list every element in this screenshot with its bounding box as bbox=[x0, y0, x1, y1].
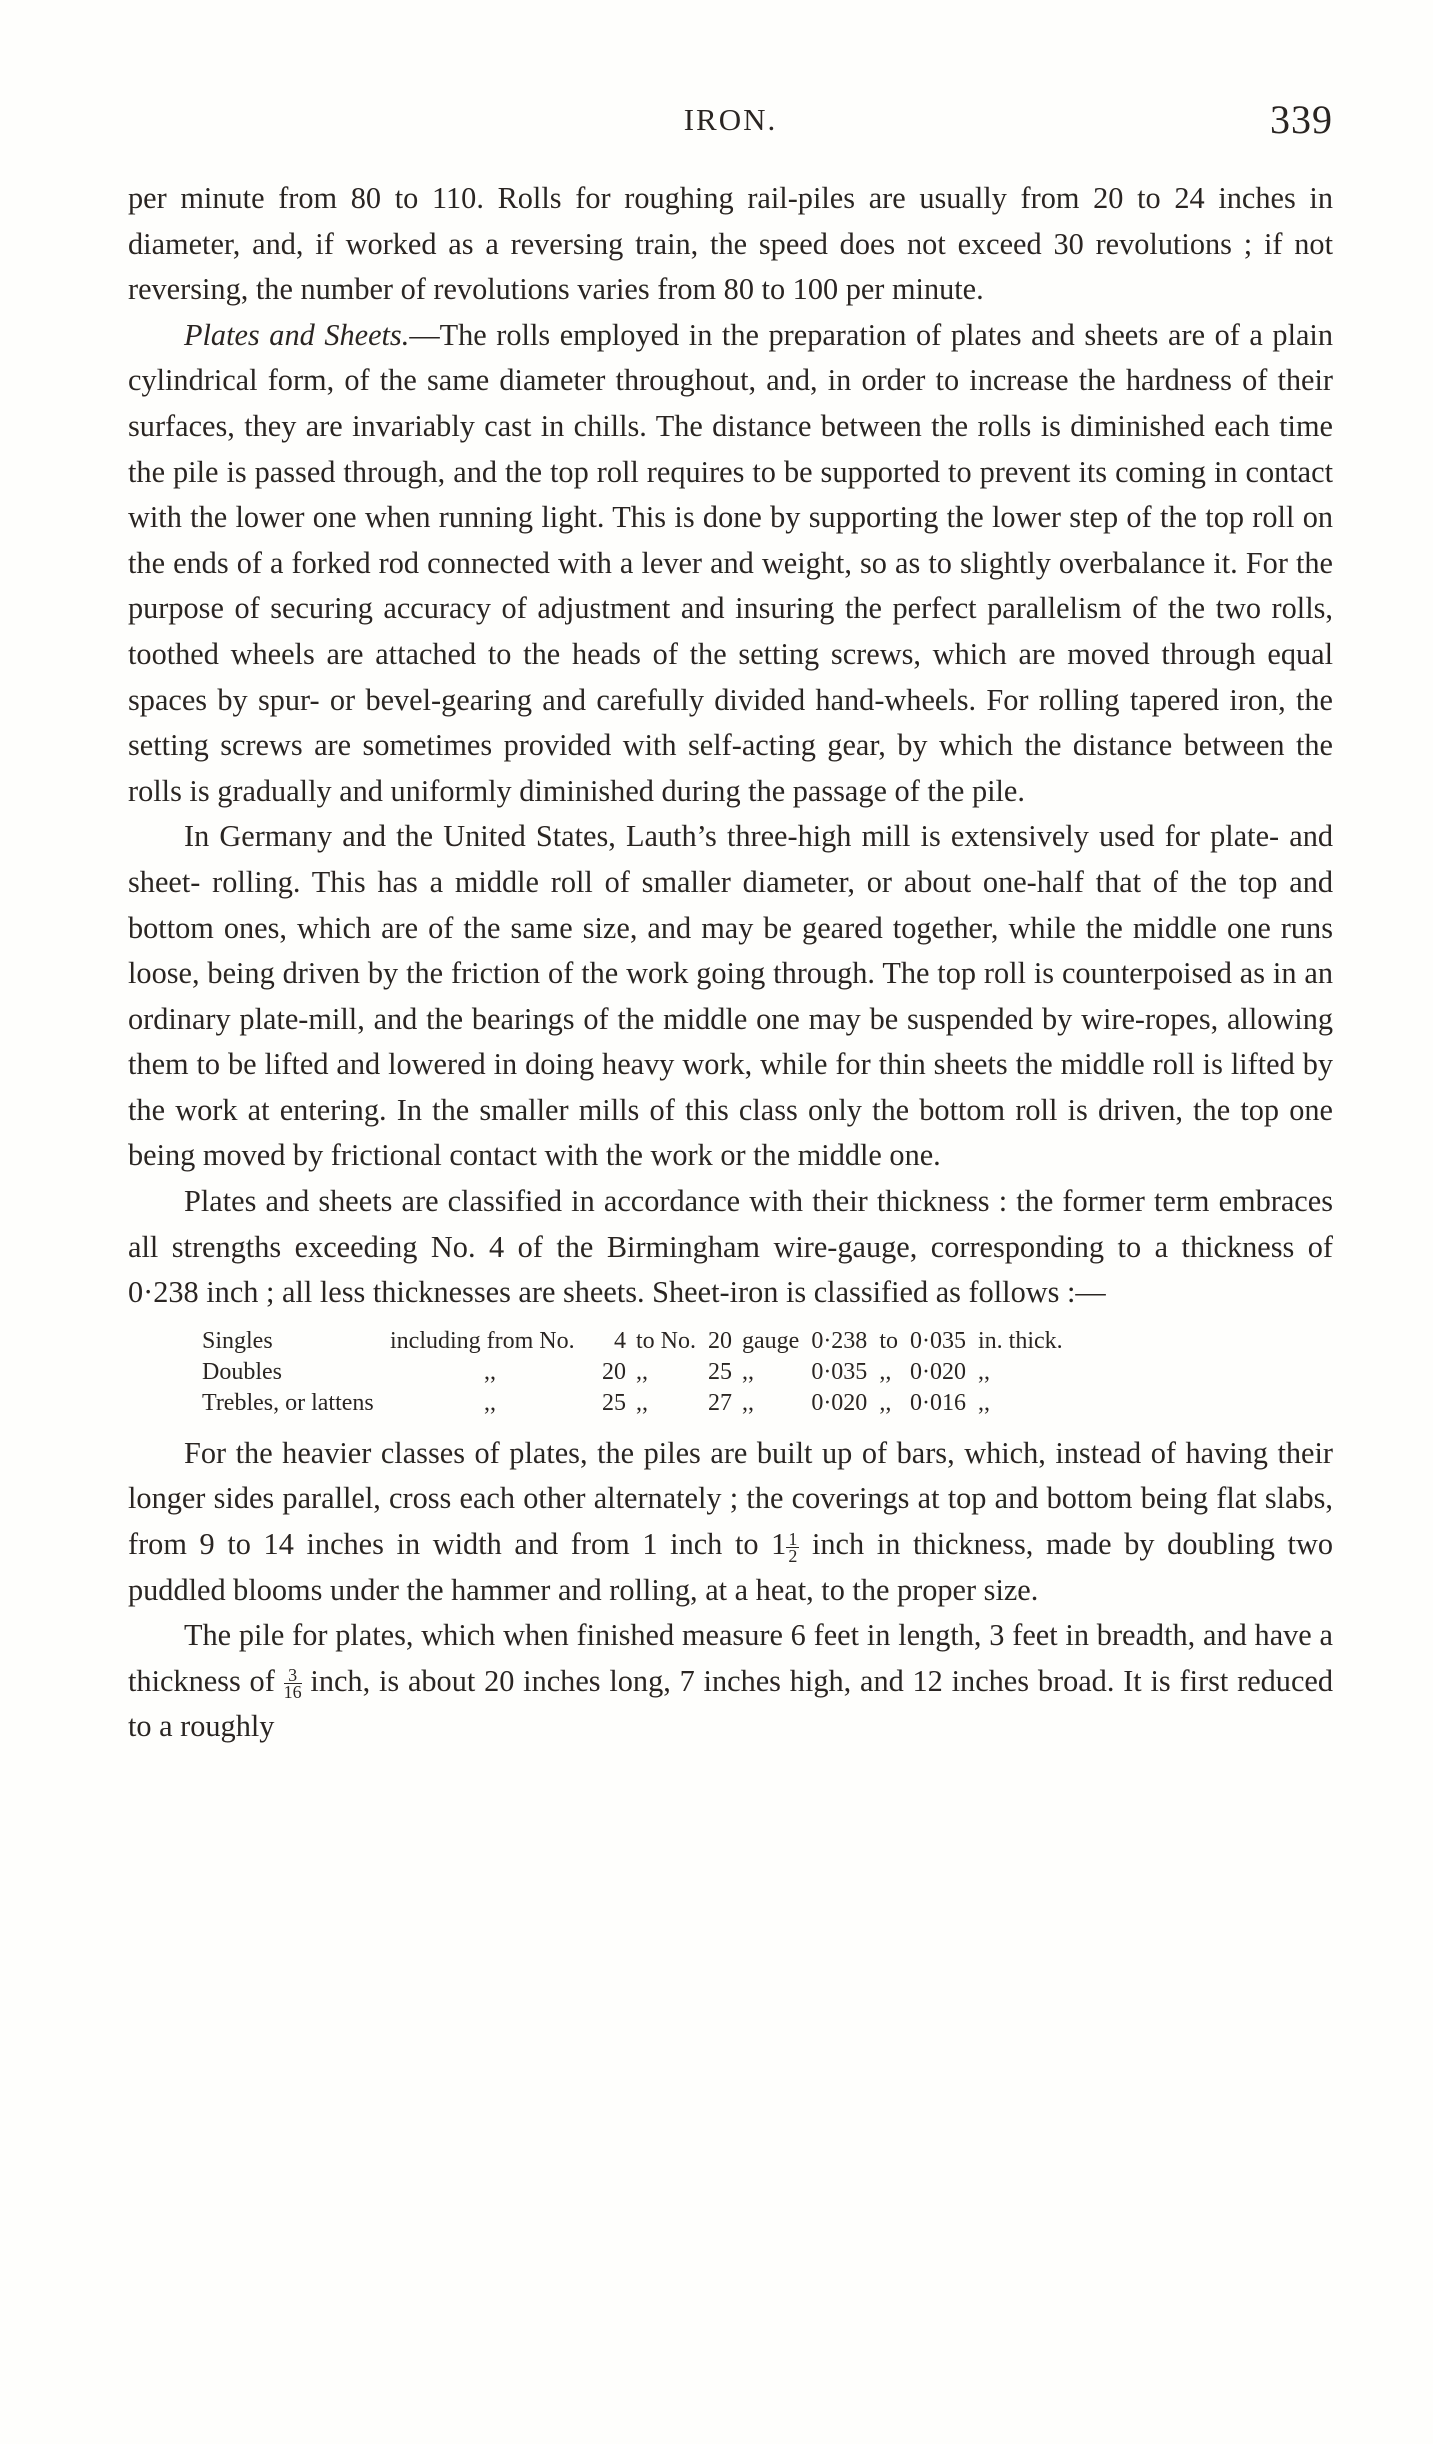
table-cell: 25 bbox=[602, 1389, 626, 1416]
table-cell: ,, bbox=[636, 1389, 648, 1416]
gauge-table bbox=[202, 1326, 1075, 1419]
table-cell: Trebles, or lattens bbox=[202, 1389, 374, 1416]
table-cell: ,, bbox=[879, 1358, 892, 1385]
paragraph-pile-for-plates bbox=[128, 1613, 1333, 1750]
table-cell: 0·035 bbox=[909, 1327, 966, 1354]
table-cell: 4 bbox=[614, 1327, 626, 1354]
fraction-numerator: 3 bbox=[284, 1667, 302, 1684]
paragraph-lauth-mill: In Germany and the United States, Lauth’s three-high mill is extensively used for plate- and sheet- rolling. This has a middle roll of smaller diameter, or about one-half that of the top and bottom ones, which are of the same size, and may be geared together, while the middle one runs loose, being driven by the friction of the work going through. The top roll is counterpoised as in an ordinary plate-mill, and the bearings of the middle one may be suspended by wire-ropes, allowing them to be lifted and lowered in doing heavy work, while for thin sheets the middle roll is lifted by the work at entering. In the smaller mills of this class only the bottom roll is driven, the top one being moved by frictional contact with the work or the middle one. bbox=[128, 819, 1333, 1173]
paragraph-plates-and-sheets bbox=[128, 313, 1333, 815]
table-row bbox=[202, 1388, 1075, 1419]
body-text bbox=[128, 176, 1333, 1750]
table-cell: ,, bbox=[977, 1358, 990, 1385]
fraction-numerator: 1 bbox=[788, 1528, 798, 1549]
paragraph-heavier-plates-end: inch in thickness, made by doubling two puddled blooms under the hammer and rolling, at a heat, to the proper size. bbox=[128, 1527, 1333, 1607]
table-row bbox=[202, 1326, 1075, 1357]
table-cell: 20 bbox=[708, 1327, 732, 1354]
table-cell: in. thick. bbox=[977, 1327, 1063, 1354]
table-cell: ,, bbox=[742, 1389, 754, 1416]
table-cell: ,, bbox=[879, 1389, 892, 1416]
fraction-one-half bbox=[786, 1528, 799, 1566]
table-cell: ,, bbox=[484, 1358, 496, 1385]
fraction-denominator: 16 bbox=[283, 1682, 302, 1703]
table-cell: 0·035 bbox=[811, 1358, 868, 1385]
table-cell: 27 bbox=[708, 1389, 732, 1416]
table-cell: 25 bbox=[708, 1358, 732, 1385]
running-head bbox=[128, 96, 1333, 146]
paragraph-pile-end: inch, is about 20 inches long, 7 inches high, and 12 inches broad. It is first reduced to a roughly bbox=[128, 1663, 1333, 1744]
table-cell: to bbox=[879, 1327, 898, 1354]
page-number: 339 bbox=[1270, 97, 1333, 142]
table-cell: ,, bbox=[484, 1389, 496, 1416]
paragraph-heavier-plates-start: For the heavier classes of plates, the piles are built up of bars, which, instead of having their longer sides parallel, cross each other alternately ; the coverings at top and bottom being flat slabs, from 9 to 14 inches in width and from 1 inch to 1 bbox=[128, 1435, 1333, 1562]
table-cell: 0·020 bbox=[811, 1389, 868, 1416]
table-cell: 0·016 bbox=[909, 1389, 966, 1416]
table-cell: 0·020 bbox=[909, 1358, 966, 1385]
table-cell: 20 bbox=[602, 1358, 626, 1385]
paragraph-plates-and-sheets-body: —The rolls employed in the preparation of plates and sheets are of a plain cylindrical form, of the same diameter throughout, and, in order to increase the hardness of their surfaces, they are invariably cast in chills. The distance between the rolls is diminished each time the pile is passed through, and the top roll requires to be supported to prevent its coming in contact with the lower one when running light. This is done by supporting the lower step of the top roll on the ends of a forked rod connected with a lever and weight, so as to slightly overbalance it. For the purpose of securing accuracy of adjustment and insuring the perfect parallelism of the two rolls, toothed wheels are attached to the heads of the setting screws, which are moved through equal spaces by spur- or bevel-gearing and carefully divided hand-wheels. For rolling tapered iron, the setting screws are sometimes provided with self-acting gear, by which the distance between the rolls is gradually and uniformly diminished during the passage of the pile. bbox=[128, 317, 1334, 808]
table-cell: Doubles bbox=[202, 1358, 282, 1385]
table-cell: ,, bbox=[636, 1358, 648, 1385]
table-cell: gauge bbox=[742, 1327, 800, 1354]
table-row bbox=[202, 1357, 1075, 1388]
table-cell: ,, bbox=[977, 1389, 990, 1416]
paragraph-classification: Plates and sheets are classified in accordance with their thickness : the former term embraces all strengths exceeding No. 4 of the Birmingham wire-gauge, corresponding to a thickness of 0·238 inch ; all less thicknesses are sheets. Sheet-iron is classified as follows :— bbox=[128, 1184, 1333, 1310]
table-cell: 0·238 bbox=[811, 1327, 868, 1354]
paragraph-continued: per minute from 80 to 110. Rolls for roughing rail-piles are usually from 20 to 24 inches in diameter, and, if worked as a reversing train, the speed does not exceed 30 revolutions ; if not reversing, the number of revolutions varies from 80 to 100 per minute. bbox=[128, 181, 1333, 307]
section-heading-plates-and-sheets: Plates and Sheets. bbox=[184, 317, 410, 352]
running-title: IRON. bbox=[683, 102, 778, 137]
table-cell: to No. bbox=[636, 1327, 696, 1354]
paragraph-heavier-plates bbox=[128, 1431, 1333, 1613]
table-cell: ,, bbox=[742, 1358, 754, 1385]
table-cell: including from No. bbox=[390, 1327, 575, 1354]
table-cell: Singles bbox=[202, 1327, 273, 1354]
fraction-denominator: 2 bbox=[788, 1545, 798, 1566]
fraction-three-sixteenths bbox=[283, 1665, 302, 1703]
paragraph-pile-start: The pile for plates, which when finished measure 6 feet in length, 3 feet in breadth, and have a thickness of bbox=[128, 1618, 1333, 1698]
